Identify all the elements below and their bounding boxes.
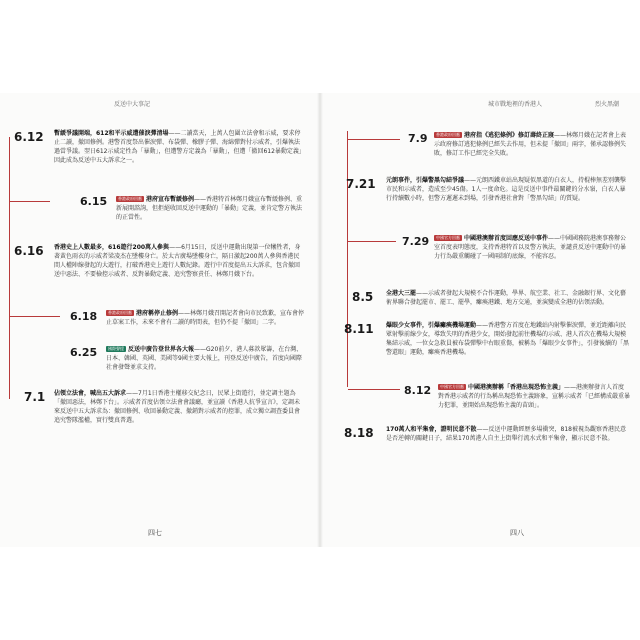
- entry-date: 7.9: [408, 132, 428, 145]
- entry-text: [434, 234, 630, 261]
- entry-body: ——示威者發起大規模不合作運動，學界、航空業、社工、金融銀行界、文化藝術界聯合發起罷市、罷工、罷學，癱瘓港鐵、地方交通，並演變成全港的佔領活動。: [386, 290, 627, 307]
- entry-text: [386, 425, 630, 443]
- book-spread: [0, 93, 640, 547]
- entry-headline: 170萬人和平集會，證明民意不散: [386, 426, 477, 433]
- entry-date: 8.12: [404, 384, 432, 397]
- timeline-line: [347, 131, 348, 387]
- entry-body: ——二讀當天，上萬人包圍立法會和示威，要求停止二讀，撤回修例。港警首度祭出催淚彈、布袋彈、橡膠子彈、海綿彈對付示威者，引爆執法過當爭議。翌日612示威定性為「暴動」，但遭警方定義為「暴動」，但遭「撤回612暴動定義」因此成為反送中五大訴求之一。: [54, 130, 302, 165]
- entry-body: ——6月15日，反送中運動出現第一位犧牲者，身著黃色雨衣的示威者梁凌杰在墜樓身亡。於太古廣場墜樓身亡，隔日激起200萬人參與香港民間人權陣線發起的大遊行，打破香港史上遊行人數紀錄。遊行中首度提出五大訴求，包含撤回送中惡法、不要檢控示威者、反對暴動定義、追究警察責任、林鄭月娥下台。: [54, 244, 301, 279]
- timeline-connector: [348, 139, 400, 140]
- entry-date: 8.5: [352, 290, 374, 304]
- entry-tag: 中國官方回應: [440, 384, 464, 389]
- left-page: [0, 93, 320, 547]
- entry-text: [386, 176, 630, 203]
- entry-headline: 爆眼少女事件，引爆癱瘓機場運動: [386, 322, 477, 329]
- entry-body: ——港澳辦發言人首度對香港示威者的行為稱出現恐怖主義跡象，宣稱示威者「已經構成嚴重暴力犯罪，並開始出現恐怖主義的苗頭」。: [438, 384, 631, 410]
- entry-text: [438, 383, 630, 410]
- entry-body: ——反送中運動經歷多場衝突，818被視為觀察香港民意是否逆轉的關鍵日子，結果170萬港人自主上街舉行流水式和平集會，顯示民意不散。: [386, 426, 626, 443]
- entry-tag: 香港政府回應: [108, 310, 132, 315]
- page-number-left: 四七: [148, 529, 162, 537]
- entry-tag: 中國官方回應: [436, 235, 460, 240]
- entry-tag: 國際聲援: [108, 346, 124, 351]
- entry-body: ——林鄭月娥召開記者會向市民致歉，宣布會停止草案工作，未來不會有二讀的時間表，但仍不提「撤回」二字。: [106, 310, 305, 327]
- running-head-left: 反送中大事記: [114, 101, 151, 108]
- timeline-connector: [10, 201, 50, 202]
- entry-tag: 香港政府回應: [118, 196, 142, 201]
- entry-body: ——G20前夕，港人募款眾籌，在台灣、日本、韓國、英國、美國等9國主要大報上，刊登反送中廣告，首度向國際社會發聲並求支持。: [106, 346, 303, 372]
- entry-date: 8.18: [344, 426, 374, 440]
- timeline-line: [9, 137, 10, 399]
- right-page: [320, 93, 640, 547]
- entry-body: ——香港警方首度在地鐵站內射擊催淚彈，並近距離向民眾射擊前線少女，導致失明的香港少女，開始發起前往機場的示威、港人首次在機場大規模集結示威，一位女急救員被布袋彈擊中右眼重傷，被稱為「爆眼少女事件」，引發後續的「黑警還眼」運動，癱瘓香港機場。: [386, 322, 630, 357]
- entry-headline: 香港史上人數最多，616遊行200萬人參與: [54, 244, 170, 251]
- entry-date: 8.11: [344, 322, 374, 336]
- entry-date: 7.1: [24, 390, 46, 404]
- entry-body: ——元朗西鐵車站出現疑似黑道的白衣人，持棍棒無差別襲擊市民和示威者，造成至少45傷。1人一度命危。這是反送中事件最關鍵的分水嶺，白衣人暴行持續數小時，但警方遲遲未到場，引發香港社會對「警黑勾結」的質疑。: [386, 177, 627, 203]
- timeline-connector: [348, 389, 400, 390]
- entry-body: ——香港特首林鄭月娥宣布暫緩修例、重新展開諮詢，但拒絕收回反送中運動的「暴動」定義，並肯定警方執法的正當性。: [116, 196, 303, 222]
- entry-body: ——7月1日香港主權移交紀念日，民眾上街遊行，並定調主題為「撤回惡法，林鄭下台」。示威者首度佔領立法會會議廳，並宣讀《香港人抗爭宣言》，定調未來反送中五大訴求為：撤回修例、收回暴動定義、撤銷對示威者的控罪，成立獨立調查委員會追究警隊濫權，實行雙真普選。: [54, 390, 301, 425]
- entry-text: [54, 243, 304, 279]
- running-head-right: 城市戰地裡的香港人: [488, 101, 543, 108]
- entry-text: [106, 345, 306, 372]
- entry-text: [106, 309, 306, 327]
- entry-body: ——林鄭月娥在記者會上表示政府修訂逃犯條例已經失去作用，但未提「撤回」兩字，僅承認修例失敗，修訂工作已經完全失敗。: [434, 132, 627, 158]
- entry-headline: 反送中廣告登世界各大報: [128, 346, 195, 353]
- running-head-right-secondary: 烈火黑潮: [595, 101, 620, 108]
- entry-text: [386, 289, 630, 307]
- entry-headline: 暫緩爭議開端，612和平示威遭催淚彈清場: [54, 130, 169, 137]
- entry-headline: 佔領立法會，喊出五大訴求: [54, 390, 127, 397]
- timeline-connector: [10, 316, 60, 317]
- entry-date: 6.12: [14, 130, 44, 144]
- entry-date: 6.25: [70, 346, 98, 359]
- entry-headline: 港府指《逃犯條例》修訂壽終正寢: [464, 132, 555, 139]
- entry-text: [116, 195, 306, 222]
- entry-date: 7.29: [402, 235, 430, 248]
- entry-text: [54, 129, 304, 165]
- entry-headline: 全港大三罷: [386, 290, 417, 297]
- page-number-right: 四八: [510, 529, 524, 537]
- entry-date: 7.21: [346, 177, 376, 191]
- entry-headline: 港府宣布暫緩修例: [146, 196, 195, 203]
- entry-text: [54, 389, 304, 425]
- entry-text: [434, 131, 630, 158]
- entry-text: [386, 321, 630, 357]
- entry-body: ——中國國務院港澳事務辦公室首度表明態度，支持香港特首以及警方執法，並譴責反送中運動中的暴力行為嚴重觸碰了一國兩制的底線，不能容忍。: [434, 235, 627, 261]
- entry-date: 6.15: [80, 195, 108, 208]
- timeline-connector: [348, 241, 396, 242]
- entry-date: 6.16: [14, 244, 44, 258]
- entry-headline: 港府稱停止修例: [136, 310, 179, 317]
- entry-headline: 中國港澳辦首度回應反送中事件: [464, 235, 549, 242]
- entry-tag: 香港政府回應: [436, 132, 460, 137]
- entry-date: 6.18: [70, 310, 98, 323]
- entry-headline: 元朗事件，引爆警黑勾結爭議: [386, 177, 465, 184]
- entry-headline: 中國港澳辦稱「香港出現恐怖主義」: [468, 384, 565, 391]
